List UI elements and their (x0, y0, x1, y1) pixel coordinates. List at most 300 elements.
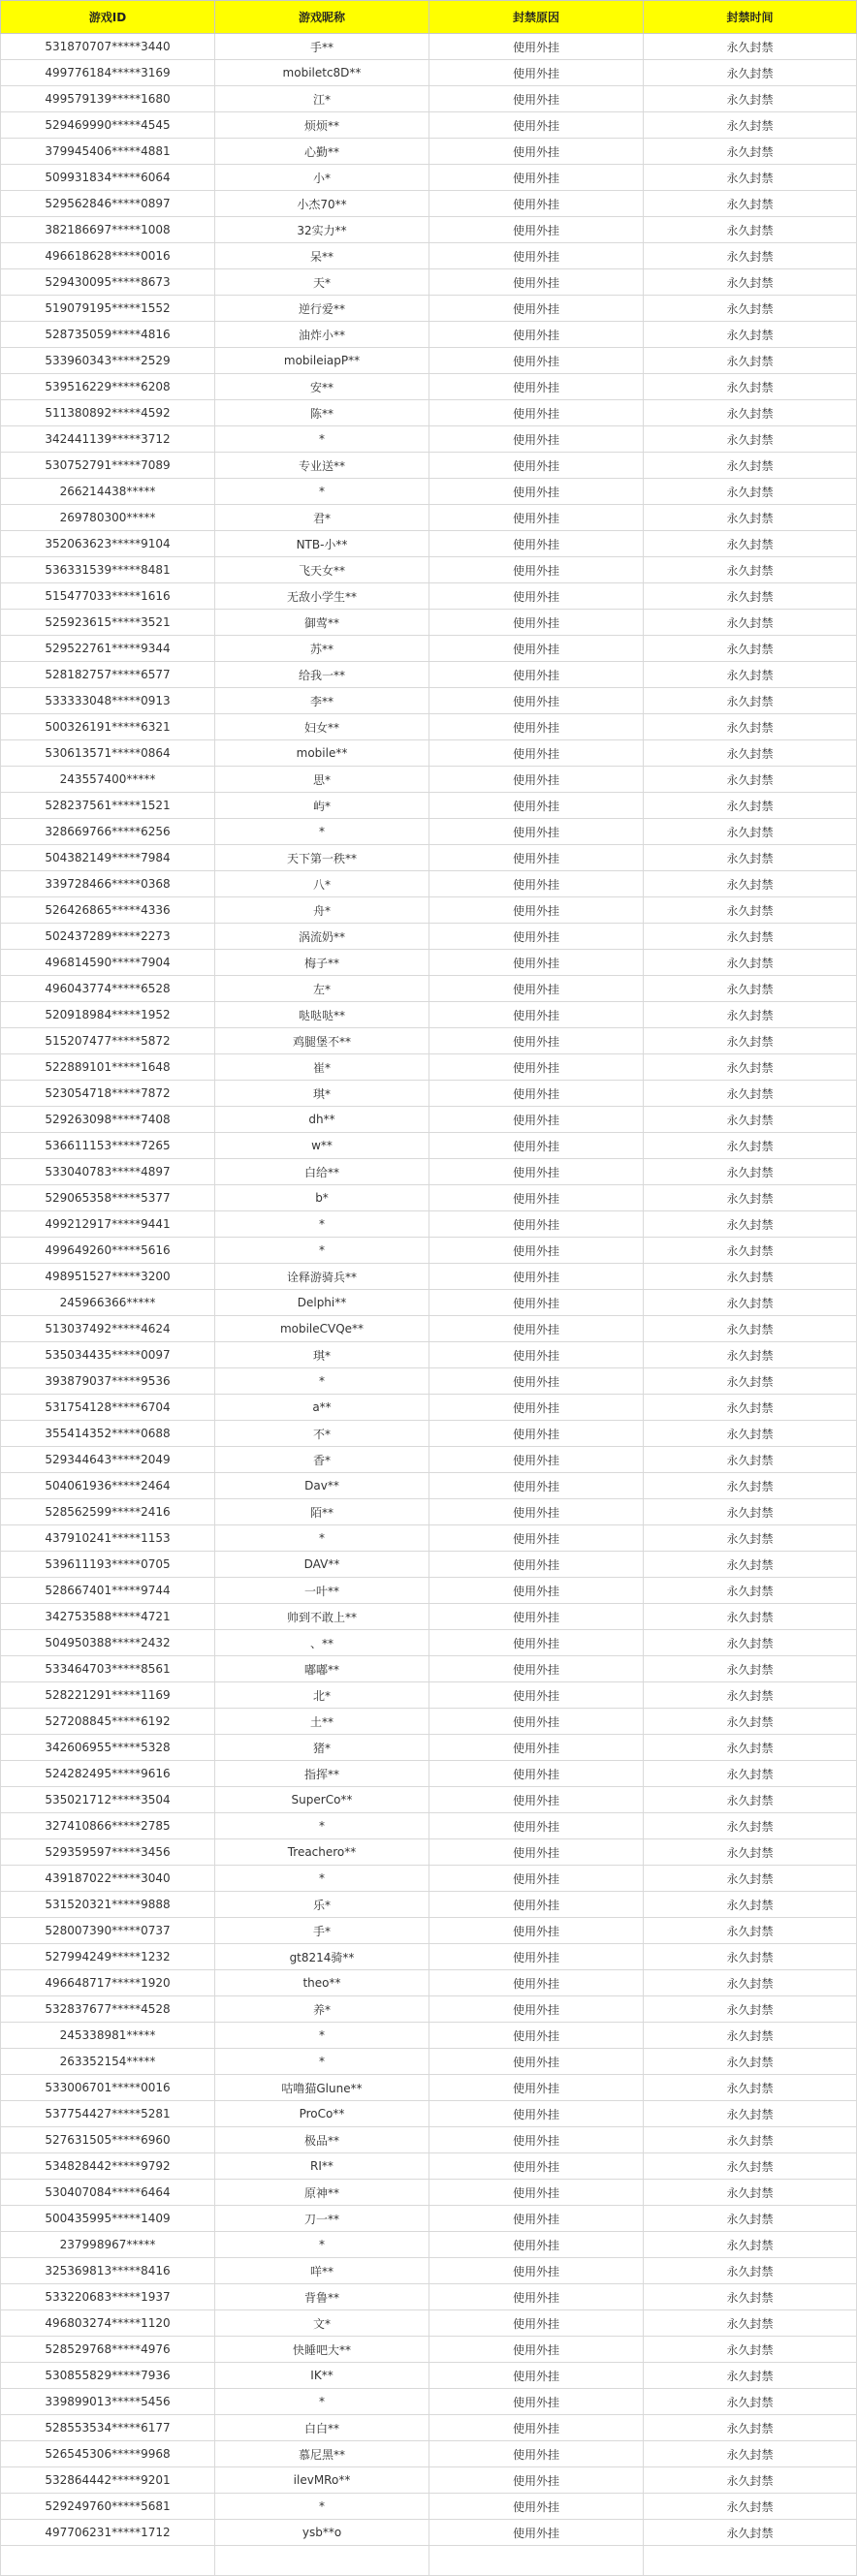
ban-reason-cell: 使用外挂 (429, 296, 644, 322)
ban-time-cell: 永久封禁 (644, 1604, 857, 1630)
nickname-cell: * (215, 479, 429, 505)
ban-time-cell: 永久封禁 (644, 1552, 857, 1578)
table-row (1, 1630, 857, 1656)
nickname-cell: ysb**o (215, 2520, 429, 2546)
game-id-cell: 523054718*****7872 (1, 1081, 215, 1107)
table-row (1, 557, 857, 583)
nickname-cell: 御莺** (215, 610, 429, 636)
game-id-cell: 528735059*****4816 (1, 322, 215, 348)
table-row (1, 2310, 857, 2337)
table-row (1, 1316, 857, 1342)
table-row (1, 1211, 857, 1238)
nickname-cell: mobileiapP** (215, 348, 429, 374)
ban-time-cell: 永久封禁 (644, 1211, 857, 1238)
ban-reason-cell: 使用外挂 (429, 139, 644, 165)
ban-time-cell: 永久封禁 (644, 243, 857, 269)
nickname-cell: 北* (215, 1682, 429, 1709)
nickname-cell: 白白** (215, 2415, 429, 2441)
column-header-nickname: 游戏昵称 (215, 1, 429, 34)
ban-reason-cell: 使用外挂 (429, 2049, 644, 2075)
ban-reason-cell: 使用外挂 (429, 2232, 644, 2258)
nickname-cell: 一叶** (215, 1578, 429, 1604)
nickname-cell: 背鲁** (215, 2284, 429, 2310)
table-row (1, 2180, 857, 2206)
nickname-cell: * (215, 1368, 429, 1395)
nickname-cell: 文* (215, 2310, 429, 2337)
table-header (1, 1, 857, 34)
ban-reason-cell: 使用外挂 (429, 2337, 644, 2363)
ban-time-cell: 永久封禁 (644, 636, 857, 662)
table-row (1, 374, 857, 400)
nickname-cell: 琪* (215, 1081, 429, 1107)
empty-cell (429, 2546, 644, 2576)
game-id-cell: 529359597*****3456 (1, 1839, 215, 1866)
ban-time-cell: 永久封禁 (644, 1578, 857, 1604)
ban-time-cell: 永久封禁 (644, 505, 857, 531)
ban-reason-cell: 使用外挂 (429, 767, 644, 793)
ban-time-cell: 永久封禁 (644, 1682, 857, 1709)
game-id-cell: 528237561*****1521 (1, 793, 215, 819)
game-id-cell: 535034435*****0097 (1, 1342, 215, 1368)
nickname-cell: 咕噜猫Glune** (215, 2075, 429, 2101)
ban-time-cell: 永久封禁 (644, 1421, 857, 1447)
table-row (1, 2337, 857, 2363)
game-id-cell: 499579139*****1680 (1, 86, 215, 112)
table-row (1, 453, 857, 479)
ban-time-cell: 永久封禁 (644, 1918, 857, 1944)
ban-reason-cell: 使用外挂 (429, 1682, 644, 1709)
ban-reason-cell: 使用外挂 (429, 793, 644, 819)
game-id-cell: 532837677*****4528 (1, 1996, 215, 2023)
nickname-cell: w** (215, 1133, 429, 1159)
game-id-cell: 504382149*****7984 (1, 845, 215, 871)
ban-time-cell: 永久封禁 (644, 1839, 857, 1866)
ban-time-cell: 永久封禁 (644, 2363, 857, 2389)
nickname-cell: 原神** (215, 2180, 429, 2206)
table-row (1, 296, 857, 322)
table-row (1, 1421, 857, 1447)
ban-reason-cell: 使用外挂 (429, 1290, 644, 1316)
ban-reason-cell: 使用外挂 (429, 636, 644, 662)
ban-reason-cell: 使用外挂 (429, 1107, 644, 1133)
nickname-cell: * (215, 1813, 429, 1839)
table-row (1, 1682, 857, 1709)
nickname-cell: 琪* (215, 1342, 429, 1368)
ban-time-cell: 永久封禁 (644, 269, 857, 296)
ban-time-cell: 永久封禁 (644, 348, 857, 374)
ban-time-cell: 永久封禁 (644, 1944, 857, 1970)
nickname-cell: * (215, 2232, 429, 2258)
nickname-cell: 安** (215, 374, 429, 400)
ban-reason-cell: 使用外挂 (429, 1211, 644, 1238)
ban-time-cell: 永久封禁 (644, 191, 857, 217)
table-row (1, 1054, 857, 1081)
table-row (1, 2467, 857, 2494)
game-id-cell: 515477033*****1616 (1, 583, 215, 610)
ban-reason-cell: 使用外挂 (429, 1761, 644, 1787)
nickname-cell: 手* (215, 1918, 429, 1944)
ban-time-cell: 永久封禁 (644, 426, 857, 453)
game-id-cell: 534828442*****9792 (1, 2153, 215, 2180)
table-row (1, 662, 857, 688)
game-id-cell: 539611193*****0705 (1, 1552, 215, 1578)
game-id-cell: 352063623*****9104 (1, 531, 215, 557)
ban-time-cell: 永久封禁 (644, 819, 857, 845)
table-row (1, 1761, 857, 1787)
nickname-cell: * (215, 2389, 429, 2415)
game-id-cell: 243557400***** (1, 767, 215, 793)
table-row (1, 1002, 857, 1028)
nickname-cell: 妇女** (215, 714, 429, 740)
table-row (1, 819, 857, 845)
ban-time-cell: 永久封禁 (644, 2520, 857, 2546)
table-row (1, 1133, 857, 1159)
table-row (1, 2258, 857, 2284)
table-row (1, 348, 857, 374)
game-id-cell: 439187022*****3040 (1, 1866, 215, 1892)
ban-reason-cell: 使用外挂 (429, 531, 644, 557)
nickname-cell: 君* (215, 505, 429, 531)
ban-time-cell: 永久封禁 (644, 60, 857, 86)
game-id-cell: 499649260*****5616 (1, 1238, 215, 1264)
table-row (1, 583, 857, 610)
ban-reason-cell: 使用外挂 (429, 1525, 644, 1552)
game-id-cell: 522889101*****1648 (1, 1054, 215, 1081)
nickname-cell: mobile** (215, 740, 429, 767)
ban-time-cell: 永久封禁 (644, 1368, 857, 1395)
nickname-cell: 烦烦** (215, 112, 429, 139)
ban-reason-cell: 使用外挂 (429, 34, 644, 60)
nickname-cell: ProCo** (215, 2101, 429, 2127)
ban-time-cell: 永久封禁 (644, 1787, 857, 1813)
ban-reason-cell: 使用外挂 (429, 1787, 644, 1813)
game-id-cell: 533464703*****8561 (1, 1656, 215, 1682)
nickname-cell: 陈** (215, 400, 429, 426)
nickname-cell: a** (215, 1395, 429, 1421)
ban-time-cell: 永久封禁 (644, 2337, 857, 2363)
table-row (1, 1839, 857, 1866)
nickname-cell: 思* (215, 767, 429, 793)
table-row (1, 479, 857, 505)
nickname-cell: 油炸小** (215, 322, 429, 348)
game-id-cell: 500435995*****1409 (1, 2206, 215, 2232)
table-row (1, 2075, 857, 2101)
ban-reason-cell: 使用外挂 (429, 1316, 644, 1342)
ban-time-cell: 永久封禁 (644, 112, 857, 139)
nickname-cell: Dav** (215, 1473, 429, 1499)
table-row (1, 1918, 857, 1944)
game-id-cell: 504061936*****2464 (1, 1473, 215, 1499)
ban-time-cell: 永久封禁 (644, 1395, 857, 1421)
ban-time-cell: 永久封禁 (644, 2180, 857, 2206)
table-row (1, 2284, 857, 2310)
table-row (1, 1892, 857, 1918)
ban-reason-cell: 使用外挂 (429, 2441, 644, 2467)
ban-time-cell: 永久封禁 (644, 86, 857, 112)
table-row (1, 2049, 857, 2075)
game-id-cell: 266214438***** (1, 479, 215, 505)
game-id-cell: 263352154***** (1, 2049, 215, 2075)
ban-reason-cell: 使用外挂 (429, 845, 644, 871)
ban-reason-cell: 使用外挂 (429, 374, 644, 400)
game-id-cell: 535021712*****3504 (1, 1787, 215, 1813)
nickname-cell: 天下第一秩** (215, 845, 429, 871)
nickname-cell: 、** (215, 1630, 429, 1656)
ban-time-cell: 永久封禁 (644, 767, 857, 793)
table-row (1, 1525, 857, 1552)
game-id-cell: 532864442*****9201 (1, 2467, 215, 2494)
ban-reason-cell: 使用外挂 (429, 1552, 644, 1578)
nickname-cell: * (215, 2023, 429, 2049)
ban-time-cell: 永久封禁 (644, 662, 857, 688)
ban-reason-cell: 使用外挂 (429, 1944, 644, 1970)
ban-time-cell: 永久封禁 (644, 950, 857, 976)
ban-time-cell: 永久封禁 (644, 2310, 857, 2337)
table-row (1, 1604, 857, 1630)
ban-time-cell: 永久封禁 (644, 1866, 857, 1892)
table-row (1, 86, 857, 112)
nickname-cell: 快睡吧大** (215, 2337, 429, 2363)
table-row (1, 976, 857, 1002)
ban-time-cell: 永久封禁 (644, 1970, 857, 1996)
nickname-cell: 手** (215, 34, 429, 60)
table-row (1, 60, 857, 86)
nickname-cell: 李** (215, 688, 429, 714)
nickname-cell: 屿* (215, 793, 429, 819)
ban-reason-cell: 使用外挂 (429, 1499, 644, 1525)
game-id-cell: 382186697*****1008 (1, 217, 215, 243)
game-id-cell: 539516229*****6208 (1, 374, 215, 400)
ban-reason-cell: 使用外挂 (429, 1185, 644, 1211)
table-row (1, 1264, 857, 1290)
table-row (1, 2232, 857, 2258)
ban-reason-cell: 使用外挂 (429, 950, 644, 976)
ban-reason-cell: 使用外挂 (429, 1656, 644, 1682)
table-row (1, 871, 857, 897)
table-row (1, 191, 857, 217)
table-row (1, 2023, 857, 2049)
ban-time-cell: 永久封禁 (644, 1996, 857, 2023)
ban-reason-cell: 使用外挂 (429, 583, 644, 610)
ban-reason-cell: 使用外挂 (429, 2389, 644, 2415)
game-id-cell: 325369813*****8416 (1, 2258, 215, 2284)
game-id-cell: 499212917*****9441 (1, 1211, 215, 1238)
game-id-cell: 530752791*****7089 (1, 453, 215, 479)
ban-time-cell: 永久封禁 (644, 2232, 857, 2258)
game-id-cell: 533040783*****4897 (1, 1159, 215, 1185)
ban-time-cell: 永久封禁 (644, 2127, 857, 2153)
game-id-cell: 527631505*****6960 (1, 2127, 215, 2153)
table-row (1, 1996, 857, 2023)
ban-reason-cell: 使用外挂 (429, 1081, 644, 1107)
nickname-cell: mobileCVQe** (215, 1316, 429, 1342)
game-id-cell: 504950388*****2432 (1, 1630, 215, 1656)
ban-reason-cell: 使用外挂 (429, 1054, 644, 1081)
table-row (1, 610, 857, 636)
game-id-cell: 499776184*****3169 (1, 60, 215, 86)
ban-time-cell: 永久封禁 (644, 2153, 857, 2180)
ban-reason-cell: 使用外挂 (429, 2284, 644, 2310)
game-id-cell: 269780300***** (1, 505, 215, 531)
nickname-cell: 32实力** (215, 217, 429, 243)
table-body (1, 34, 857, 2576)
game-id-cell: 513037492*****4624 (1, 1316, 215, 1342)
game-id-cell: 537754427*****5281 (1, 2101, 215, 2127)
ban-time-cell: 永久封禁 (644, 2389, 857, 2415)
game-id-cell: 524282495*****9616 (1, 1761, 215, 1787)
nickname-cell: 八* (215, 871, 429, 897)
game-id-cell: 528667401*****9744 (1, 1578, 215, 1604)
table-row (1, 139, 857, 165)
ban-reason-cell: 使用外挂 (429, 897, 644, 924)
game-id-cell: 496803274*****1120 (1, 2310, 215, 2337)
table-row (1, 924, 857, 950)
game-id-cell: 530855829*****7936 (1, 2363, 215, 2389)
table-row (1, 165, 857, 191)
nickname-cell: * (215, 1525, 429, 1552)
ban-reason-cell: 使用外挂 (429, 322, 644, 348)
game-id-cell: 519079195*****1552 (1, 296, 215, 322)
nickname-cell: 白给** (215, 1159, 429, 1185)
ban-time-cell: 永久封禁 (644, 1133, 857, 1159)
game-id-cell: 342606955*****5328 (1, 1735, 215, 1761)
ban-reason-cell: 使用外挂 (429, 426, 644, 453)
nickname-cell: * (215, 1238, 429, 1264)
ban-time-cell: 永久封禁 (644, 1709, 857, 1735)
ban-time-cell: 永久封禁 (644, 1892, 857, 1918)
ban-time-cell: 永久封禁 (644, 714, 857, 740)
nickname-cell: 崔* (215, 1054, 429, 1081)
game-id-cell: 437910241*****1153 (1, 1525, 215, 1552)
nickname-cell: 乐* (215, 1892, 429, 1918)
ban-reason-cell: 使用外挂 (429, 112, 644, 139)
nickname-cell: * (215, 2494, 429, 2520)
ban-reason-cell: 使用外挂 (429, 2023, 644, 2049)
game-id-cell: 339728466*****0368 (1, 871, 215, 897)
ban-time-cell: 永久封禁 (644, 1185, 857, 1211)
ban-reason-cell: 使用外挂 (429, 1866, 644, 1892)
ban-reason-cell: 使用外挂 (429, 2127, 644, 2153)
ban-time-cell: 永久封禁 (644, 1447, 857, 1473)
table-row (1, 1970, 857, 1996)
ban-reason-cell: 使用外挂 (429, 924, 644, 950)
table-row (1, 2520, 857, 2546)
ban-reason-cell: 使用外挂 (429, 348, 644, 374)
column-header-game-id: 游戏ID (1, 1, 215, 34)
table-row (1, 2127, 857, 2153)
table-row (1, 2206, 857, 2232)
ban-time-cell: 永久封禁 (644, 217, 857, 243)
game-id-cell: 245338981***** (1, 2023, 215, 2049)
game-id-cell: 531754128*****6704 (1, 1395, 215, 1421)
game-id-cell: 530613571*****0864 (1, 740, 215, 767)
game-id-cell: 511380892*****4592 (1, 400, 215, 426)
table-row (1, 1813, 857, 1839)
ban-time-cell: 永久封禁 (644, 1028, 857, 1054)
ban-time-cell: 永久封禁 (644, 2441, 857, 2467)
ban-reason-cell: 使用外挂 (429, 1970, 644, 1996)
game-id-cell: 536611153*****7265 (1, 1133, 215, 1159)
ban-time-cell: 永久封禁 (644, 296, 857, 322)
ban-time-cell: 永久封禁 (644, 165, 857, 191)
nickname-cell: Delphi** (215, 1290, 429, 1316)
ban-time-cell: 永久封禁 (644, 610, 857, 636)
table-row (1, 34, 857, 60)
table-row (1, 1578, 857, 1604)
ban-time-cell: 永久封禁 (644, 322, 857, 348)
table-row (1, 950, 857, 976)
game-id-cell: 526426865*****4336 (1, 897, 215, 924)
nickname-cell: IK** (215, 2363, 429, 2389)
ban-time-cell: 永久封禁 (644, 400, 857, 426)
game-id-cell: 527208845*****6192 (1, 1709, 215, 1735)
nickname-cell: mobiletc8D** (215, 60, 429, 86)
ban-time-cell: 永久封禁 (644, 1081, 857, 1107)
ban-time-cell: 永久封禁 (644, 1264, 857, 1290)
game-id-cell: 393879037*****9536 (1, 1368, 215, 1395)
nickname-cell: 土** (215, 1709, 429, 1735)
nickname-cell: b* (215, 1185, 429, 1211)
ban-time-cell: 永久封禁 (644, 1761, 857, 1787)
nickname-cell: 飞天女** (215, 557, 429, 583)
table-row (1, 1447, 857, 1473)
nickname-cell: 心勤** (215, 139, 429, 165)
game-id-cell: 528221291*****1169 (1, 1682, 215, 1709)
nickname-cell: NTB-小** (215, 531, 429, 557)
game-id-cell: 496043774*****6528 (1, 976, 215, 1002)
table-row (1, 2494, 857, 2520)
game-id-cell: 533006701*****0016 (1, 2075, 215, 2101)
table-row (1, 426, 857, 453)
table-row (1, 269, 857, 296)
game-id-cell: 533333048*****0913 (1, 688, 215, 714)
ban-time-cell: 永久封禁 (644, 1656, 857, 1682)
table-row (1, 1159, 857, 1185)
nickname-cell: 小杰70** (215, 191, 429, 217)
nickname-cell: 鸡腿堡不** (215, 1028, 429, 1054)
ban-time-cell: 永久封禁 (644, 34, 857, 60)
table-row (1, 1342, 857, 1368)
ban-reason-cell: 使用外挂 (429, 557, 644, 583)
nickname-cell: Treachero** (215, 1839, 429, 1866)
column-header-ban-reason: 封禁原因 (429, 1, 644, 34)
ban-reason-cell: 使用外挂 (429, 2206, 644, 2232)
game-id-cell: 379945406*****4881 (1, 139, 215, 165)
nickname-cell: 涡流奶** (215, 924, 429, 950)
game-id-cell: 529344643*****2049 (1, 1447, 215, 1473)
ban-reason-cell: 使用外挂 (429, 2467, 644, 2494)
nickname-cell: 呆** (215, 243, 429, 269)
table-row (1, 400, 857, 426)
ban-time-cell: 永久封禁 (644, 2467, 857, 2494)
nickname-cell: 苏** (215, 636, 429, 662)
ban-reason-cell: 使用外挂 (429, 1421, 644, 1447)
table-row (1, 1499, 857, 1525)
game-id-cell: 527994249*****1232 (1, 1944, 215, 1970)
ban-reason-cell: 使用外挂 (429, 86, 644, 112)
game-id-cell: 245966366***** (1, 1290, 215, 1316)
table-row (1, 217, 857, 243)
game-id-cell: 531870707*****3440 (1, 34, 215, 60)
ban-reason-cell: 使用外挂 (429, 871, 644, 897)
ban-time-cell: 永久封禁 (644, 2049, 857, 2075)
ban-time-cell: 永久封禁 (644, 1342, 857, 1368)
ban-time-cell: 永久封禁 (644, 793, 857, 819)
ban-reason-cell: 使用外挂 (429, 2180, 644, 2206)
ban-reason-cell: 使用外挂 (429, 740, 644, 767)
game-id-cell: 342441139*****3712 (1, 426, 215, 453)
nickname-cell: 刀一** (215, 2206, 429, 2232)
